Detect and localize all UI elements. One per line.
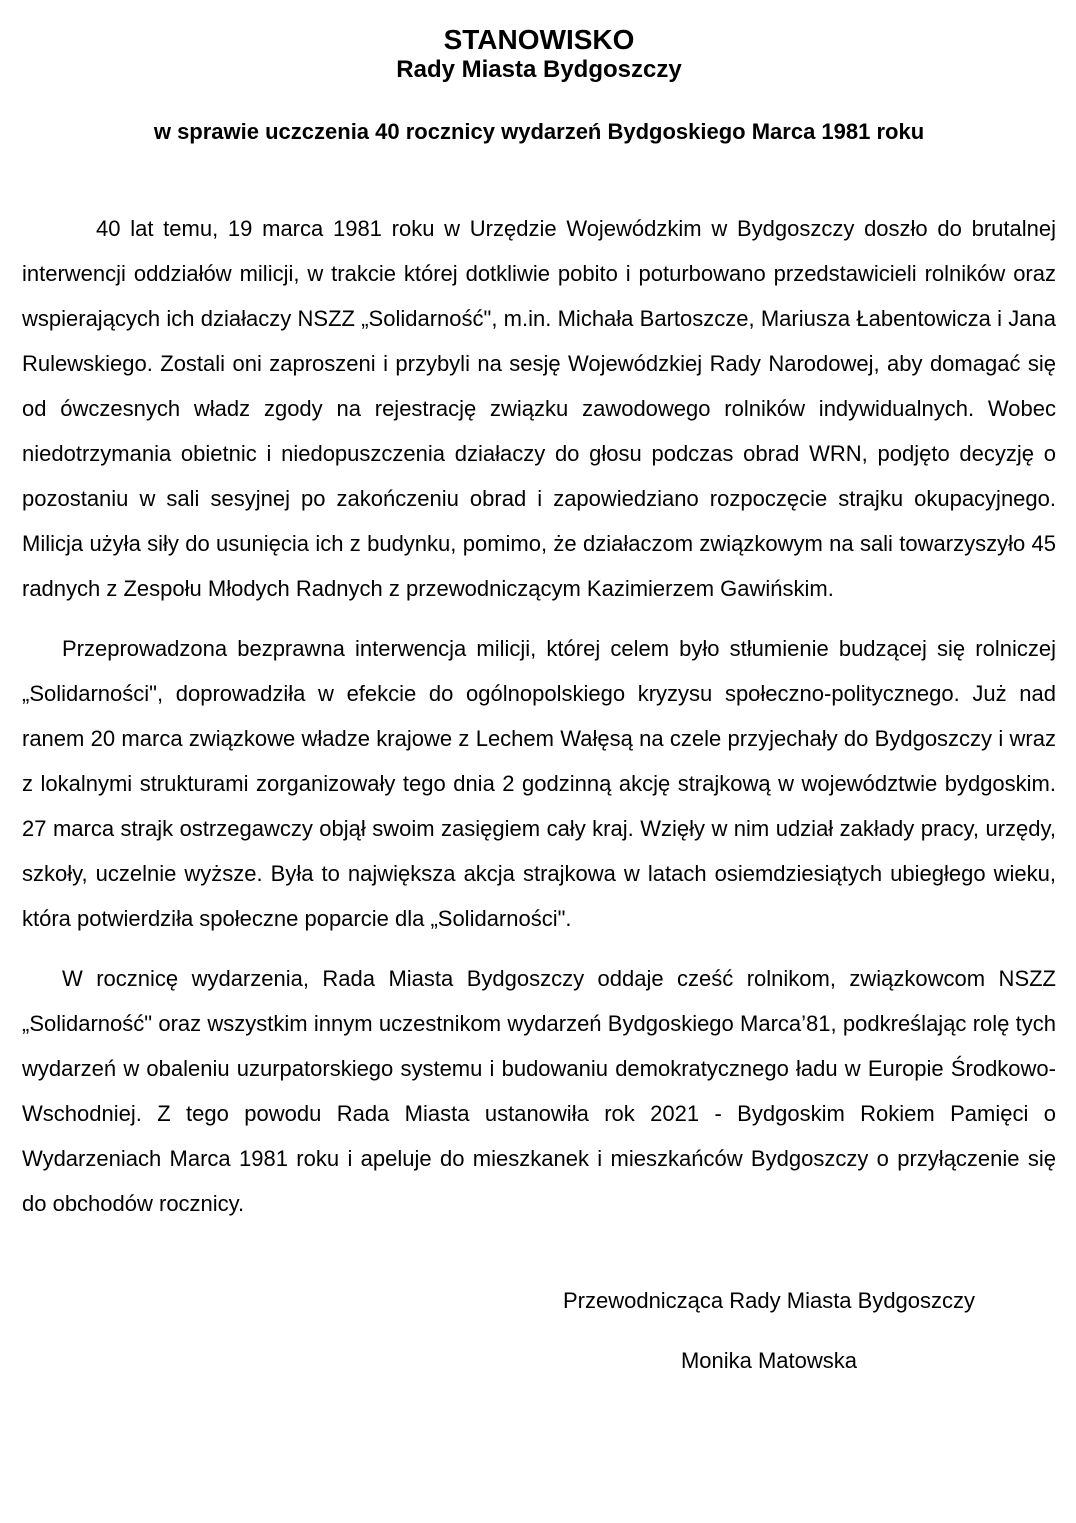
signature-name: Monika Matowska: [680, 1348, 858, 1373]
document-title: STANOWISKO: [443, 24, 635, 55]
paragraph-3: W rocznicę wydarzenia, Rada Miasta Bydgoszczy oddaje cześć rolnikom, związkowcom NSZZ „Solidarność" oraz wszystkim innym uczestnikom wydarzeń Bydgoskiego Marca’81, podkreślając rolę tych wydarzeń w obaleniu uzurpatorskiego systemu i budowaniu demokratycznego ładu w Europie Środkowo-Wschodniej. Z tego powodu Rada Miasta ustanowiła rok 2021 - Bydgoskim Rokiem Pamięci o Wydarzeniach Marca 1981 roku i apeluje do mieszkanek i mieszkańców Bydgoszczy o przyłączenie się do obchodów rocznicy.: [22, 966, 1056, 1216]
signature-block: [474, 1288, 1064, 1374]
document-header: [22, 24, 1056, 84]
paragraph-2: Przeprowadzona bezprawna interwencja milicji, której celem było stłumienie budzącej się rolniczej „Solidarności", doprowadziła w efekcie do ogólnopolskiego kryzysu społeczno-politycznego. Już nad ranem 20 marca związkowe władze krajowe z Lechem Wałęsą na czele przyjechały do Bydgoszczy i wraz z lokalnymi strukturami zorganizowały tego dnia 2 godzinną akcję strajkową w województwie bydgoskim. 27 marca strajk ostrzegawczy objął swoim zasięgiem cały kraj. Wzięły w nim udział zakłady pracy, urzędy, szkoły, uczelnie wyższe. Była to największa akcja strajkowa w latach osiemdziesiątych ubiegłego wieku, która potwierdziła społeczne poparcie dla „Solidarności".: [22, 636, 1056, 931]
document-body: [22, 206, 1056, 1226]
signature-role: Przewodnicząca Rady Miasta Bydgoszczy: [562, 1288, 976, 1313]
document-subject: w sprawie uczczenia 40 rocznicy wydarzeń Bydgoskiego Marca 1981 roku: [153, 119, 925, 144]
document-org: Rady Miasta Bydgoszczy: [396, 56, 682, 83]
paragraph-1: 40 lat temu, 19 marca 1981 roku w Urzędzie Wojewódzkim w Bydgoszczy doszło do brutalnej interwencji oddziałów milicji, w trakcie której dotkliwie pobito i poturbowano przedstawicieli rolników oraz wspierających ich działaczy NSZZ „Solidarność", m.in. Michała Bartoszcze, Mariusza Łabentowicza i Jana Rulewskiego. Zostali oni zaproszeni i przybyli na sesję Wojewódzkiej Rady Narodowej, aby domagać się od ówczesnych władz zgody na rejestrację związku zawodowego rolników indywidualnych. Wobec niedotrzymania obietnic i niedopuszczenia działaczy do głosu podczas obrad WRN, podjęto decyzję o pozostaniu w sali sesyjnej po zakończeniu obrad i zapowiedziano rozpoczęcie strajku okupacyjnego. Milicja użyła siły do usunięcia ich z budynku, pomimo, że działaczom związkowym na sali towarzyszyło 45 radnych z Zespołu Młodych Radnych z przewodniczącym Kazimierzem Gawińskim.: [22, 216, 1056, 601]
